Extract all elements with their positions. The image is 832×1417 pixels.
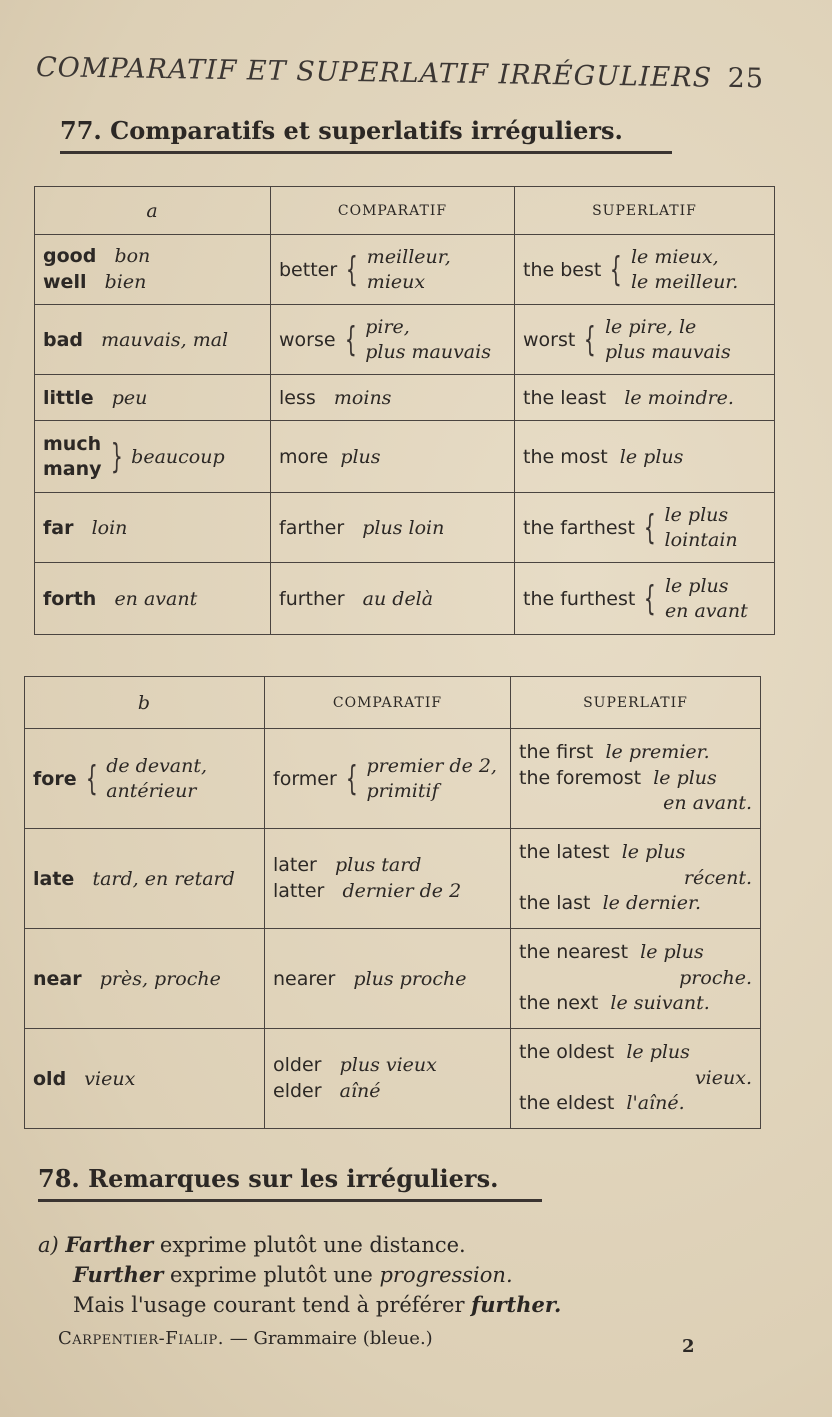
translation: le plus <box>621 841 686 864</box>
superlatif-cell <box>515 563 775 635</box>
translation: aîné <box>339 1079 381 1102</box>
translation: proche. <box>679 966 752 989</box>
remark-word: further. <box>471 1292 562 1317</box>
word: better <box>279 258 338 281</box>
remark-emphasis: progression. <box>379 1263 513 1287</box>
word: the latest <box>519 841 610 864</box>
section-78-number: 78. <box>38 1164 80 1193</box>
remark-line-3 <box>73 1292 561 1317</box>
word: the least <box>523 386 607 409</box>
table-a-header-comparatif: COMPARATIF <box>271 187 515 235</box>
word: much <box>43 432 102 455</box>
brace-icon: { <box>610 249 623 290</box>
remark-text: exprime plutôt une distance. <box>153 1233 466 1257</box>
footer-separator: — <box>223 1328 254 1349</box>
word: the eldest <box>519 1092 615 1115</box>
translation: peu <box>111 386 148 409</box>
base-cell <box>35 305 271 375</box>
translation: lointain <box>664 528 738 551</box>
word: near <box>33 967 82 990</box>
word: far <box>43 516 74 539</box>
word: well <box>43 270 87 293</box>
translation: dernier de 2 <box>342 879 462 902</box>
superlatif-cell <box>515 375 775 421</box>
table-b-header-row <box>25 677 761 729</box>
translation: loin <box>91 516 128 539</box>
comparatif-cell <box>271 421 515 493</box>
translation: plus <box>340 445 381 468</box>
running-head <box>36 52 765 94</box>
comparatif-cell <box>271 493 515 563</box>
translation: le suivant. <box>610 992 710 1015</box>
word: the foremost <box>519 766 642 789</box>
word: farther <box>279 516 345 539</box>
word: fore <box>33 767 77 790</box>
word: good <box>43 244 97 267</box>
base-cell <box>35 235 271 305</box>
table-b-header-letter: b <box>25 677 265 729</box>
translation: en avant <box>114 587 198 610</box>
translation: vieux <box>84 1067 136 1090</box>
section-77-title: Comparatifs et superlatifs irréguliers. <box>110 116 623 145</box>
word: elder <box>273 1079 322 1102</box>
base-cell <box>25 1029 265 1129</box>
brace-icon: { <box>584 319 597 360</box>
section-78-title: Remarques sur les irréguliers. <box>88 1164 499 1193</box>
table-row <box>25 1029 761 1129</box>
word: little <box>43 386 94 409</box>
translation: au delà <box>362 587 434 610</box>
superlatif-cell <box>515 235 775 305</box>
translation: primitif <box>366 779 439 802</box>
footer-author: Carpentier-Fialip. <box>58 1328 224 1349</box>
comparatif-cell <box>271 305 515 375</box>
translation: récent. <box>683 866 752 889</box>
translation: en avant <box>664 599 748 622</box>
translation: pire, <box>365 315 410 338</box>
translation: antérieur <box>106 779 197 802</box>
remark-word: Farther <box>65 1232 154 1257</box>
remark-word: Further <box>73 1262 164 1287</box>
comparatif-cell <box>271 375 515 421</box>
word: less <box>279 386 316 409</box>
brace-icon: { <box>344 319 357 360</box>
table-row <box>35 493 775 563</box>
superlatif-cell <box>511 829 761 929</box>
table-a-header-letter: a <box>35 187 271 235</box>
base-cell <box>35 421 271 493</box>
table-a <box>34 186 775 635</box>
word: bad <box>43 328 84 351</box>
word: worse <box>279 328 336 351</box>
table-row <box>35 375 775 421</box>
superlatif-cell <box>511 1029 761 1129</box>
translation: vieux. <box>694 1066 752 1089</box>
footer-title: Grammaire (bleue.) <box>253 1328 433 1349</box>
translation: bon <box>114 244 151 267</box>
translation: premier de 2, <box>366 754 497 777</box>
superlatif-cell <box>515 305 775 375</box>
superlatif-cell <box>515 493 775 563</box>
brace-icon: { <box>85 758 98 799</box>
word: the farthest <box>523 516 635 539</box>
word: more <box>279 445 329 468</box>
brace-icon: { <box>643 507 656 548</box>
translation: meilleur, <box>366 245 451 268</box>
translation: mieux <box>366 270 426 293</box>
section-78-heading <box>38 1164 542 1202</box>
translation: le moindre. <box>624 386 734 409</box>
table-row <box>25 829 761 929</box>
base-cell <box>35 493 271 563</box>
table-a-header-superlatif: SUPERLATIF <box>515 187 775 235</box>
running-head-title: COMPARATIF ET SUPERLATIF IRRÉGULIERS <box>35 52 713 94</box>
word: forth <box>43 587 97 610</box>
base-cell <box>25 729 265 829</box>
translation: plus vieux <box>339 1053 437 1076</box>
brace-icon: { <box>644 578 657 619</box>
translation: mauvais, mal <box>101 328 229 351</box>
translation: le mieux, <box>630 245 719 268</box>
translation: l'aîné. <box>626 1092 685 1115</box>
translation: le pire, le <box>604 315 697 338</box>
translation: en avant. <box>663 792 752 815</box>
translation: le meilleur. <box>630 270 739 293</box>
superlatif-cell <box>515 421 775 493</box>
signature-mark: 2 <box>682 1336 695 1357</box>
remark-line-2 <box>73 1262 513 1287</box>
section-77-number: 77. <box>60 116 102 145</box>
table-b-header-superlatif: SUPERLATIF <box>511 677 761 729</box>
comparatif-cell <box>265 829 511 929</box>
base-cell <box>25 929 265 1029</box>
base-cell <box>35 563 271 635</box>
word: late <box>33 867 75 890</box>
comparatif-cell <box>265 1029 511 1129</box>
word: the first <box>519 741 594 764</box>
superlatif-cell <box>511 729 761 829</box>
word: many <box>43 457 102 480</box>
page-number: 25 <box>727 62 765 95</box>
table-b-header-comparatif: COMPARATIF <box>265 677 511 729</box>
word: the oldest <box>519 1041 615 1064</box>
brace-icon: { <box>345 758 358 799</box>
table-b <box>24 676 761 1129</box>
base-cell <box>35 375 271 421</box>
table-row <box>35 305 775 375</box>
word: the furthest <box>523 587 636 610</box>
translation: le dernier. <box>602 892 702 915</box>
translation: moins <box>333 386 392 409</box>
comparatif-cell <box>271 235 515 305</box>
table-row <box>35 563 775 635</box>
word: later <box>273 853 317 876</box>
brace-icon: } <box>110 436 123 477</box>
table-row <box>25 729 761 829</box>
superlatif-cell <box>511 929 761 1029</box>
word: former <box>273 767 337 790</box>
remark-text: exprime plutôt une <box>163 1263 380 1287</box>
table-row <box>35 421 775 493</box>
word: old <box>33 1067 67 1090</box>
word: older <box>273 1053 322 1076</box>
brace-icon: { <box>346 249 358 290</box>
word: the best <box>523 258 602 281</box>
word: nearer <box>273 967 336 990</box>
word: the last <box>519 892 591 915</box>
translation: le plus <box>664 503 729 526</box>
comparatif-cell <box>265 929 511 1029</box>
translation: plus mauvais <box>365 340 491 363</box>
word: the most <box>523 445 608 468</box>
word: the next <box>519 992 599 1015</box>
translation: le plus <box>619 445 684 468</box>
translation: le plus <box>640 941 704 964</box>
translation: plus tard <box>335 853 422 876</box>
section-77-heading <box>60 116 672 154</box>
translation: près, proche <box>99 967 221 990</box>
remark-text: Mais l'usage courant tend à préférer <box>73 1293 472 1317</box>
table-a-header-row <box>35 187 775 235</box>
comparatif-cell <box>271 563 515 635</box>
table-row <box>25 929 761 1029</box>
word: further <box>279 587 345 610</box>
remark-marker: a) <box>38 1233 59 1257</box>
remark-line-1 <box>38 1232 466 1257</box>
translation: le plus <box>626 1041 690 1064</box>
translation: le premier. <box>605 741 710 764</box>
comparatif-cell <box>265 729 511 829</box>
translation: beaucoup <box>131 445 225 468</box>
word: the nearest <box>519 941 629 964</box>
footer <box>58 1328 433 1349</box>
translation: de devant, <box>106 754 208 777</box>
translation: plus loin <box>362 516 445 539</box>
translation: plus mauvais <box>604 340 731 363</box>
translation: le plus <box>664 574 729 597</box>
translation: plus proche <box>353 967 467 990</box>
translation: le plus <box>653 766 717 789</box>
word: latter <box>273 879 325 902</box>
translation: tard, en retard <box>92 867 235 890</box>
translation: bien <box>104 270 147 293</box>
table-row <box>35 235 775 305</box>
base-cell <box>25 829 265 929</box>
word: worst <box>523 328 576 351</box>
